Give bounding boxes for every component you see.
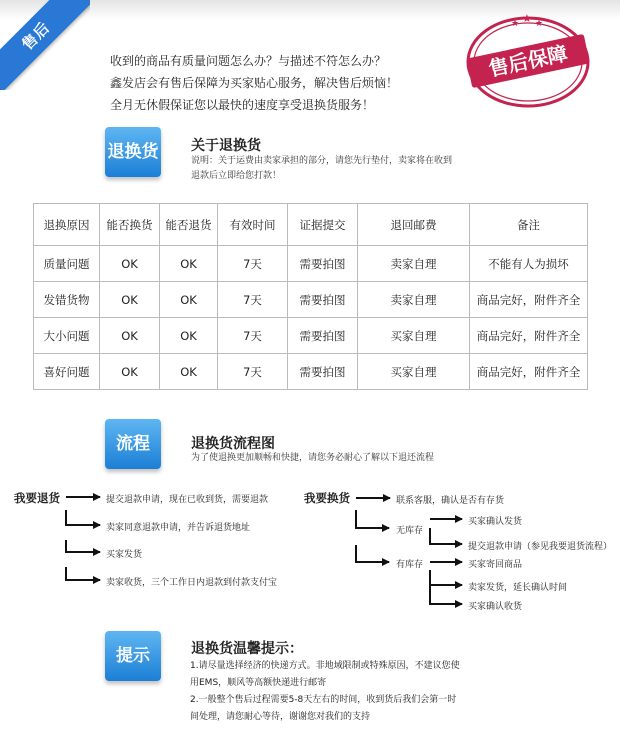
intro-line: 全月无休假保证您以最快的速度享受退换货服务！ [110,98,375,112]
tips-line: 1.请尽量选择经济的快递方式。非地域限制或特殊原因，不建议您使 [190,661,460,671]
in-stock-step: 买家确认收货 [468,602,523,612]
refund-step: 卖家同意退款申请，并告诉退货地址 [106,523,251,533]
exchange-contact: 联系客服，确认是否有存货 [396,496,505,506]
svg-text:★: ★ [511,19,520,29]
table-cell: 发错货物 [34,282,100,318]
process-note: 为了使退换更加顺畅和快捷，请您务必耐心了解以下退还流程 [191,453,435,463]
in-stock-label: 有库存 [396,560,424,570]
table-header: 能否退货 [160,204,218,246]
tips-text [190,658,480,726]
table-cell: 卖家自理 [358,246,470,282]
no-stock-step: 买家确认发货 [468,517,523,527]
table-header: 退换原因 [34,204,100,246]
tips-line: 用EMS，顺风等高额快递进行邮寄 [190,678,327,688]
table-cell: 不能有人为损坏 [470,246,588,282]
table-cell: OK [100,246,160,282]
table-cell: 质量问题 [34,246,100,282]
table-cell: 需要拍图 [288,282,358,318]
table-cell: 7天 [218,246,288,282]
table-cell: 7天 [218,318,288,354]
flow-arrow [430,585,462,604]
refund-head: 我要退货 [14,491,60,505]
flow-arrow [430,528,462,544]
stamp-text: 售后保障 [486,40,570,82]
exchange-head: 我要换货 [304,491,350,505]
table-cell: 买家自理 [358,318,470,354]
svg-text:★: ★ [535,19,544,29]
about-note-line: 说明：关于运费由卖家承担的部分，请您先行垫付，卖家将在收到 [191,156,453,166]
in-stock-step: 买家寄回商品 [468,560,523,570]
table-cell: 7天 [218,282,288,318]
table-cell: 买家自理 [358,354,470,390]
ribbon-label: 售后 [0,0,90,90]
table-cell: 商品完好，附件齐全 [470,354,588,390]
return-exchange-icon: 退换货 [105,127,161,177]
no-stock-label: 无库存 [396,526,424,536]
about-title: 关于退换货 [191,138,261,154]
flow-arrow [430,570,462,585]
tips-icon: 提示 [105,631,161,681]
flow-arrow [356,545,389,562]
table-cell: OK [160,318,218,354]
table-cell: OK [160,246,218,282]
table-header: 能否换货 [100,204,160,246]
table-header: 退回邮费 [358,204,470,246]
process-title: 退换货流程图 [191,436,275,452]
table-cell: 卖家自理 [358,282,470,318]
no-stock-step: 提交退款申请（参见我要退货流程） [468,542,613,552]
process-icon: 流程 [105,419,161,469]
table-cell: OK [100,354,160,390]
table-cell: 需要拍图 [288,246,358,282]
intro-line: 收到的商品有质量问题怎么办？与描述不符怎么办？ [110,54,387,68]
svg-text:★: ★ [522,12,532,25]
flow-arrow [66,540,100,552]
flow-arrow [356,510,389,528]
table-header: 证据提交 [288,204,358,246]
table-cell: 大小问题 [34,318,100,354]
refund-step: 提交退款申请，现在已收到货，需要退款 [106,495,269,505]
table-cell: 喜好问题 [34,354,100,390]
tips-line: 2.一般整个售后过程需要5-8天左右的时间，收到货后我们会第一时 [190,695,457,705]
intro-line: 鑫发店会有售后保障为买家贴心服务，解决售后烦恼！ [110,76,399,90]
table-cell: 商品完好，附件齐全 [470,282,588,318]
refund-step: 卖家收货，三个工作日内退款到付款支付宝 [106,578,278,588]
table-cell: OK [160,354,218,390]
table-cell: OK [100,282,160,318]
table-header: 有效时间 [218,204,288,246]
table-header: 备注 [470,204,588,246]
table-cell: 需要拍图 [288,318,358,354]
refund-step: 买家发货 [106,550,143,560]
flow-arrow [66,510,100,525]
about-note-line: 退款后立即给您打款！ [191,171,282,181]
tips-title: 退换货温馨提示： [191,641,303,657]
flow-arrow [66,567,100,580]
table-cell: 需要拍图 [288,354,358,390]
table-cell: 7天 [218,354,288,390]
table-cell: OK [100,318,160,354]
table-cell: 商品完好，附件齐全 [470,318,588,354]
tips-line: 间处理，请您耐心等待，谢谢您对我们的支持 [190,712,371,722]
in-stock-step: 卖家发货，延长确认时间 [468,583,568,593]
table-cell: OK [160,282,218,318]
